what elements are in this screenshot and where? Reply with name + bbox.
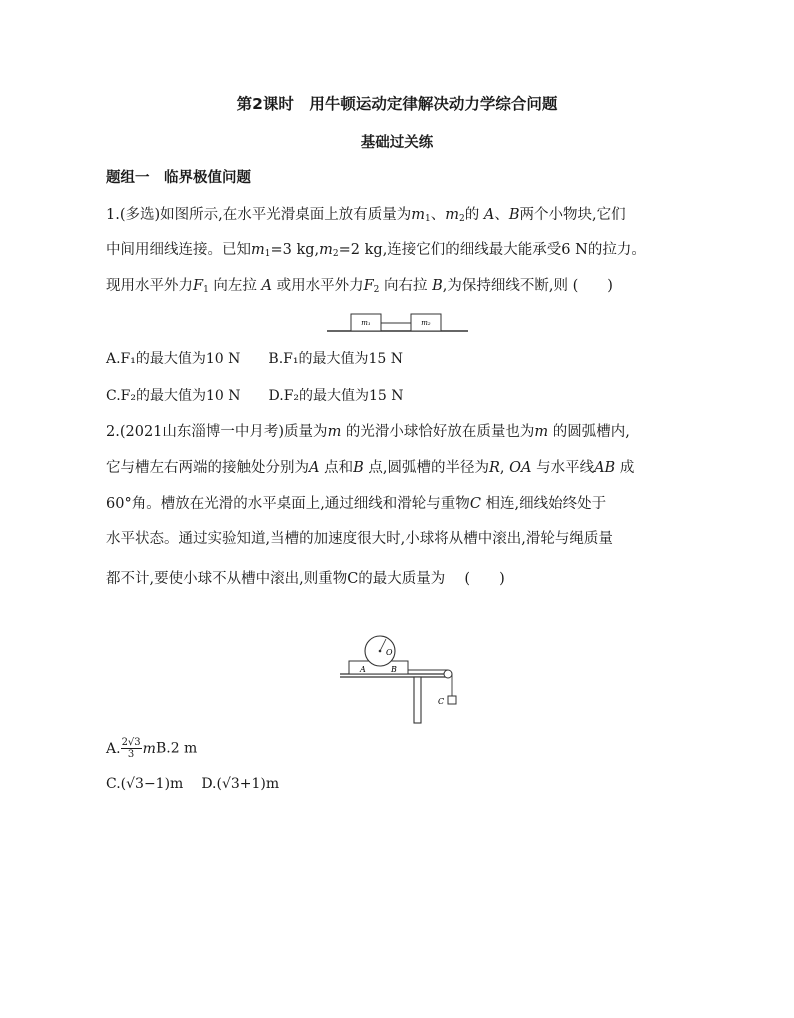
q1-line-1: 1.(多选)如图所示,在水平光滑桌面上放有质量为$m_1$、$m_2$的 A、B两个小物块,它们	[106, 207, 626, 224]
fraction: $\frac{2√3}{3}$	[121, 737, 141, 760]
q2-option-d[interactable]: D.(√3+1)m	[201, 776, 280, 792]
q1-figure-blocks	[325, 309, 470, 335]
q2-options-row-2	[106, 776, 279, 792]
page-title: 第2课时 用牛顿运动定律解决动力学综合问题	[236, 95, 558, 113]
q2-option-b[interactable]: B.2 m	[155, 740, 198, 757]
pulley	[444, 670, 452, 678]
label-O: O	[386, 648, 393, 657]
q2-line-1: 2.(2021山东淄博一中月考)质量为m 的光滑小球恰好放在质量也为m 的圆弧槽内,	[106, 424, 630, 440]
label-m2: m₂	[421, 319, 431, 327]
question-group-heading: 题组一 临界极值问题	[106, 170, 251, 186]
q1-options-row-2	[106, 385, 404, 405]
q2-line-5: 都不计,要使小球不从槽中滚出,则重物C的最大质量为 ( )	[106, 571, 505, 587]
weight-c	[448, 696, 456, 704]
q2-option-a[interactable]: A. $\frac{2√3}{3}$ m	[106, 737, 156, 760]
q1-option-d[interactable]: D.F₂的最大值为15 N	[268, 388, 404, 404]
q2-options-row-1	[106, 737, 197, 760]
section-subtitle: 基础过关练	[360, 135, 434, 151]
table-leg	[414, 677, 421, 723]
q2-figure-groove-pulley	[338, 630, 466, 725]
q1-option-b[interactable]: B.F₁的最大值为15 N	[268, 351, 403, 367]
q2-line-4: 水平状态。通过实验知道,当槽的加速度很大时,小球将从槽中滚出,滑轮与绳质量	[106, 531, 613, 547]
q1-options-row-1	[106, 348, 403, 368]
q1-line-2: 中间用细线连接。已知$m_1=3$ $kg,m_2=2$ kg,连接它们的细线最大能承受6 N的拉力。	[106, 242, 646, 259]
label-C: C	[438, 697, 445, 706]
label-m1: m₁	[361, 319, 371, 327]
label-A: A	[360, 665, 366, 674]
q1-option-c[interactable]: C.F₂的最大值为10 N	[106, 388, 241, 404]
q1-option-a[interactable]: A.F₁的最大值为10 N	[106, 351, 241, 367]
q2-line-3: 60°角。槽放在光滑的水平桌面上,通过细线和滑轮与重物C 相连,细线始终处于	[106, 496, 607, 512]
q2-line-2: 它与槽左右两端的接触处分别为A 点和B 点,圆弧槽的半径为R, OA 与水平线AB 成	[106, 460, 635, 476]
q2-option-c[interactable]: C.(√3−1)m	[106, 776, 184, 792]
label-B: B	[391, 665, 397, 674]
q1-line-3: 现用水平外力$F_1$ 向左拉 A 或用水平外力$F_2$ 向右拉 B,为保持细线不断,则 ( )	[106, 278, 613, 295]
